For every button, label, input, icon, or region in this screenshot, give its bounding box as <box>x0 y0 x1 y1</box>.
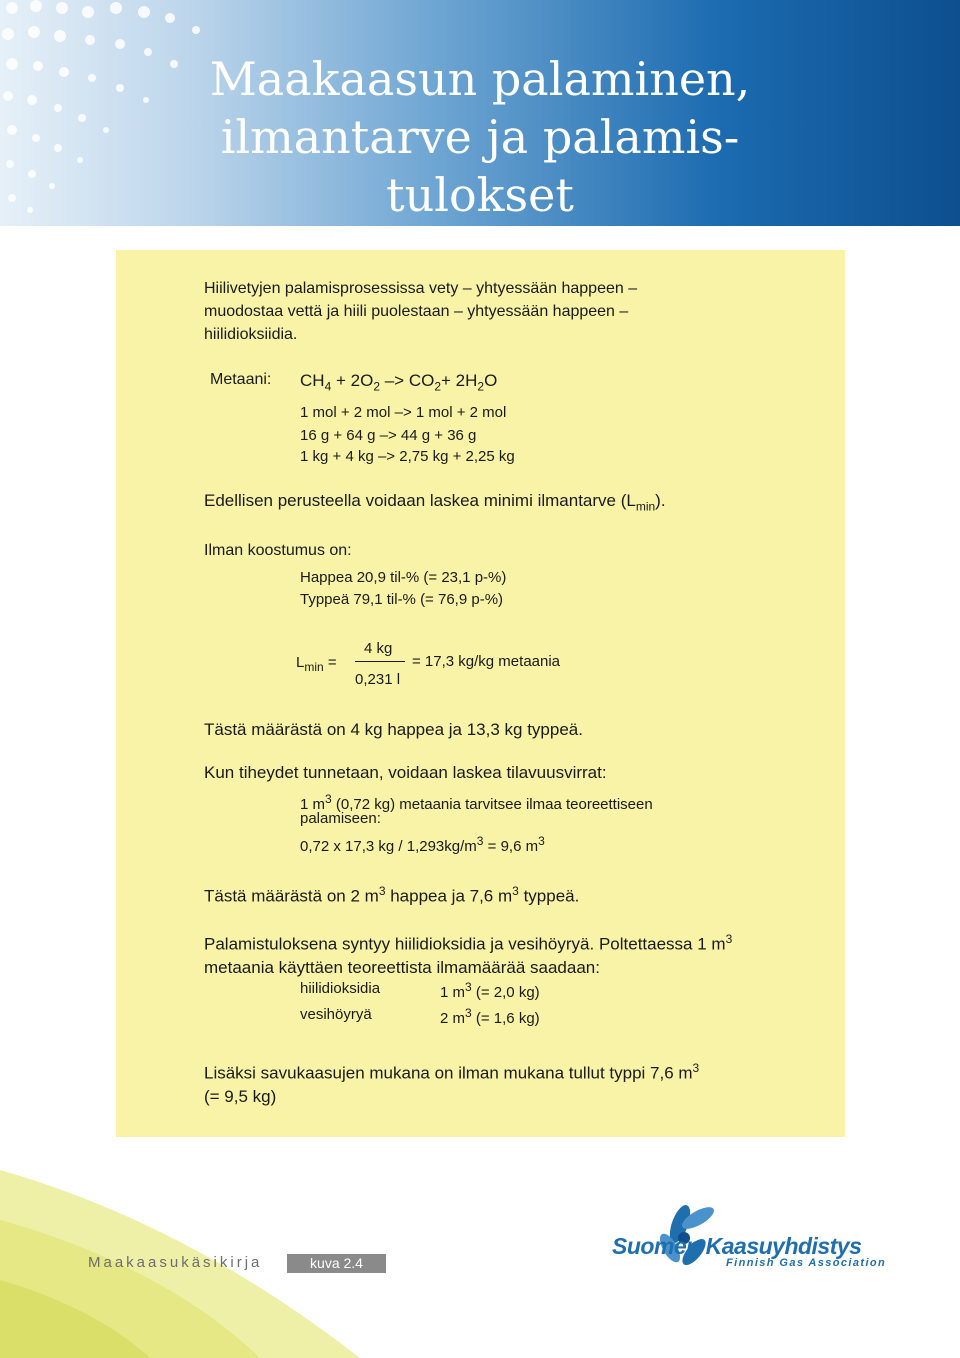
products-paragraph: Palamistuloksena syntyy hiilidioksidia ja vesihöyryä. Poltettaessa 1 $m^3$ metaania käyttäen teoreettista ilmamäärää saadaan: <box>204 932 733 977</box>
formula-result: = 17,3 kg/kg metaania <box>412 653 561 670</box>
reaction-equation: $CH_4 + 2O_2 -> CO_2+ 2H_2O$ <box>300 371 498 394</box>
co2-value: 1 $m^3$ (= 2,0 kg) <box>440 980 540 1001</box>
nitrogen-paragraph: Lisäksi savukaasujen mukana on ilman mukana tullut typpi 7,6 $m^3$ (= 9,5 kg) <box>204 1061 700 1106</box>
volume-line-1: 1 $m^3$ (0,72 kg) metaania tarvitsee ilmaa teoreettiseen <box>300 792 653 813</box>
page-title: Maakaasun palaminen, ilmantarve ja palamis- tulokset <box>209 52 751 222</box>
logo-name: Suomen Kaasuyhdistys <box>612 1233 862 1259</box>
volume-calculation: 0,72 x 17,3 kg / $1,293kg/m^3 = 9,6$ $m^3$ <box>300 834 545 855</box>
volume-line-2: palamiseen: <box>300 810 381 827</box>
fraction-bar <box>355 661 405 662</box>
h2o-value: 2 $m^3$ (= 1,6 kg) <box>440 1006 540 1027</box>
air-heading: Ilman koostumus on: <box>204 542 352 559</box>
intro-paragraph: Hiilivetyjen palamisprosessissa vety – yhtyessään happeen – muodostaa vettä ja hiili puolestaan – yhtyessään happeen – hiilidioksiidia. <box>204 280 638 343</box>
formula-numerator: 4 kg <box>364 640 393 657</box>
air-oxygen: Happea 20,9 til-% (= 23,1 p-%) <box>300 569 507 586</box>
reaction-kilograms: 1 kg + 4 kg –> 2,75 kg + 2,25 kg <box>300 448 515 465</box>
lmin-sentence: Edellisen perusteella voidaan laskea minimi ilmantarve $(L_{min})$. <box>204 491 666 514</box>
logo-subtitle: Finnish Gas Association <box>726 1257 887 1269</box>
figure-tag: kuva 2.4 <box>287 1254 386 1273</box>
volume-split-sentence: Tästä määrästä on 2 $m^3$ happea ja 7,6 $m^3$ typpeä. <box>204 884 580 906</box>
reaction-label: Metaani: <box>210 371 272 388</box>
footer-book-title: Maakaasukäsikirja <box>88 1254 263 1271</box>
density-sentence: Kun tiheydet tunnetaan, voidaan laskea tilavuusvirrat: <box>204 763 607 782</box>
air-nitrogen: Typpeä 79,1 til-% (= 76,9 p-%) <box>300 591 504 608</box>
reaction-moles: 1 mol + 2 mol –> 1 mol + 2 mol <box>300 404 507 421</box>
formula-lhs: $L_{min}$ = <box>296 654 337 674</box>
co2-label: hiilidioksidia <box>300 980 381 997</box>
formula-denominator: 0,231 l <box>355 671 401 688</box>
reaction-grams: 16 g + 64 g –> 44 g + 36 g <box>300 427 477 444</box>
h2o-label: vesihöyryä <box>300 1006 372 1023</box>
mass-sentence: Tästä määrästä on 4 kg happea ja 13,3 kg typpeä. <box>204 720 583 739</box>
header-banner <box>0 0 960 226</box>
